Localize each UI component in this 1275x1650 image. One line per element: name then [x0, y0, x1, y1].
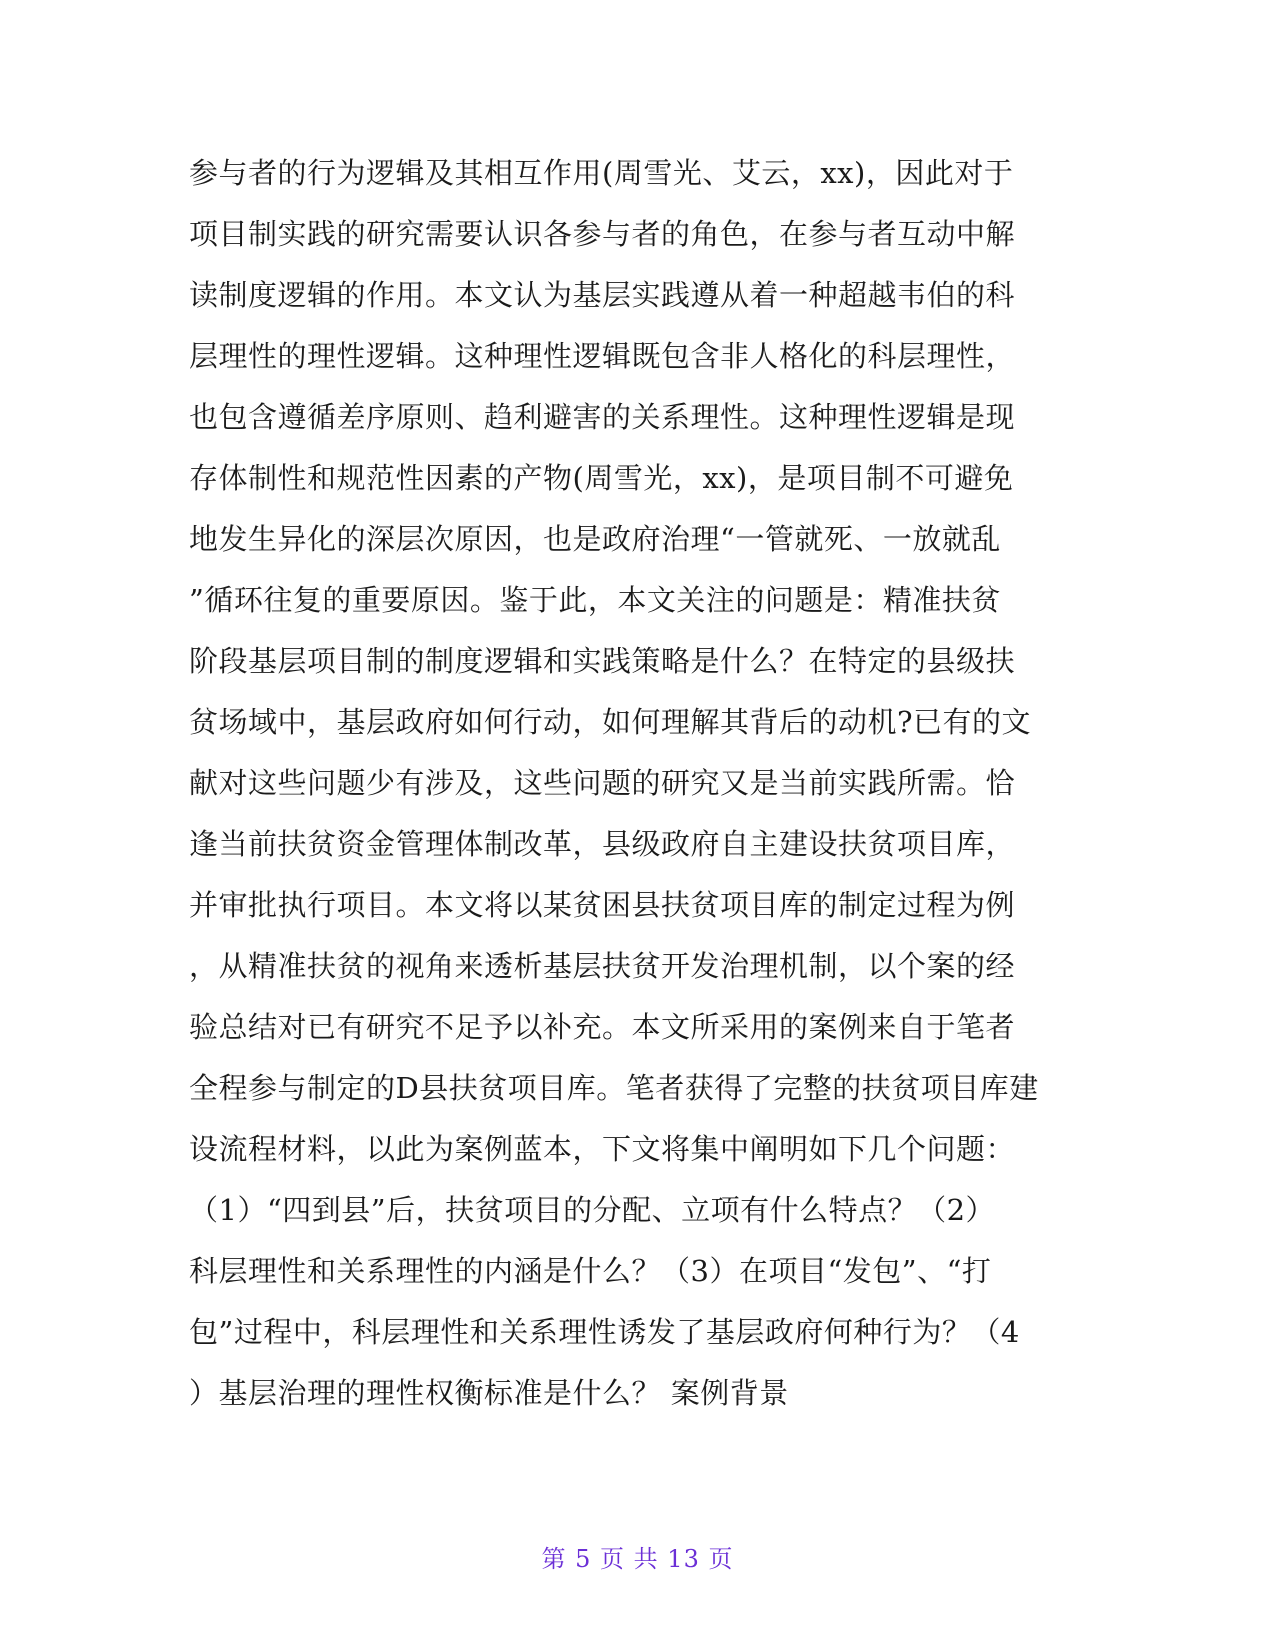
text-line: ，从精准扶贫的视角来透析基层扶贫开发治理机制，以个案的经	[189, 949, 1016, 983]
body-paragraph	[189, 143, 1089, 1424]
page-number-footer: 第 5 页 共 13 页	[541, 1545, 734, 1573]
text-line: 并审批执行项目。本文将以某贫困县扶贫项目库的制定过程为例	[189, 888, 1016, 922]
text-line: 参与者的行为逻辑及其相互作用(周雪光、艾云，xx)，因此对于	[189, 156, 1014, 190]
text-line: 包”过程中，科层理性和关系理性诱发了基层政府何种行为？（4	[189, 1315, 1020, 1349]
text-line: 献对这些问题少有涉及，这些问题的研究又是当前实践所需。恰	[189, 766, 1016, 800]
text-line: 设流程材料，以此为案例蓝本，下文将集中阐明如下几个问题：	[189, 1132, 1016, 1166]
text-line: 读制度逻辑的作用。本文认为基层实践遵从着一种超越韦伯的科	[189, 278, 1016, 312]
text-line: 项目制实践的研究需要认识各参与者的角色，在参与者互动中解	[189, 217, 1016, 251]
text-line: 层理性的理性逻辑。这种理性逻辑既包含非人格化的科层理性，	[189, 339, 1016, 373]
text-line: 逢当前扶贫资金管理体制改革，县级政府自主建设扶贫项目库，	[189, 827, 1016, 861]
text-line: ）基层治理的理性权衡标准是什么？ 案例背景	[189, 1376, 789, 1410]
text-line: 存体制性和规范性因素的产物(周雪光，xx)，是项目制不可避免	[189, 461, 1014, 495]
text-line: 验总结对已有研究不足予以补充。本文所采用的案例来自于笔者	[189, 1010, 1016, 1044]
text-line: 阶段基层项目制的制度逻辑和实践策略是什么？在特定的县级扶	[189, 644, 1016, 678]
text-line: （1）“四到县”后，扶贫项目的分配、立项有什么特点？（2）	[189, 1193, 996, 1227]
text-line: 也包含遵循差序原则、趋利避害的关系理性。这种理性逻辑是现	[189, 400, 1016, 434]
text-line: 地发生异化的深层次原因，也是政府治理“一管就死、一放就乱	[189, 522, 1001, 556]
text-line: 贫场域中，基层政府如何行动，如何理解其背后的动机?已有的文	[189, 705, 1032, 739]
text-line: 全程参与制定的D县扶贫项目库。笔者获得了完整的扶贫项目库建	[189, 1071, 1039, 1105]
text-line: ”循环往复的重要原因。鉴于此，本文关注的问题是：精准扶贫	[189, 583, 1001, 617]
text-line: 科层理性和关系理性的内涵是什么？（3）在项目“发包”、“打	[189, 1254, 992, 1288]
